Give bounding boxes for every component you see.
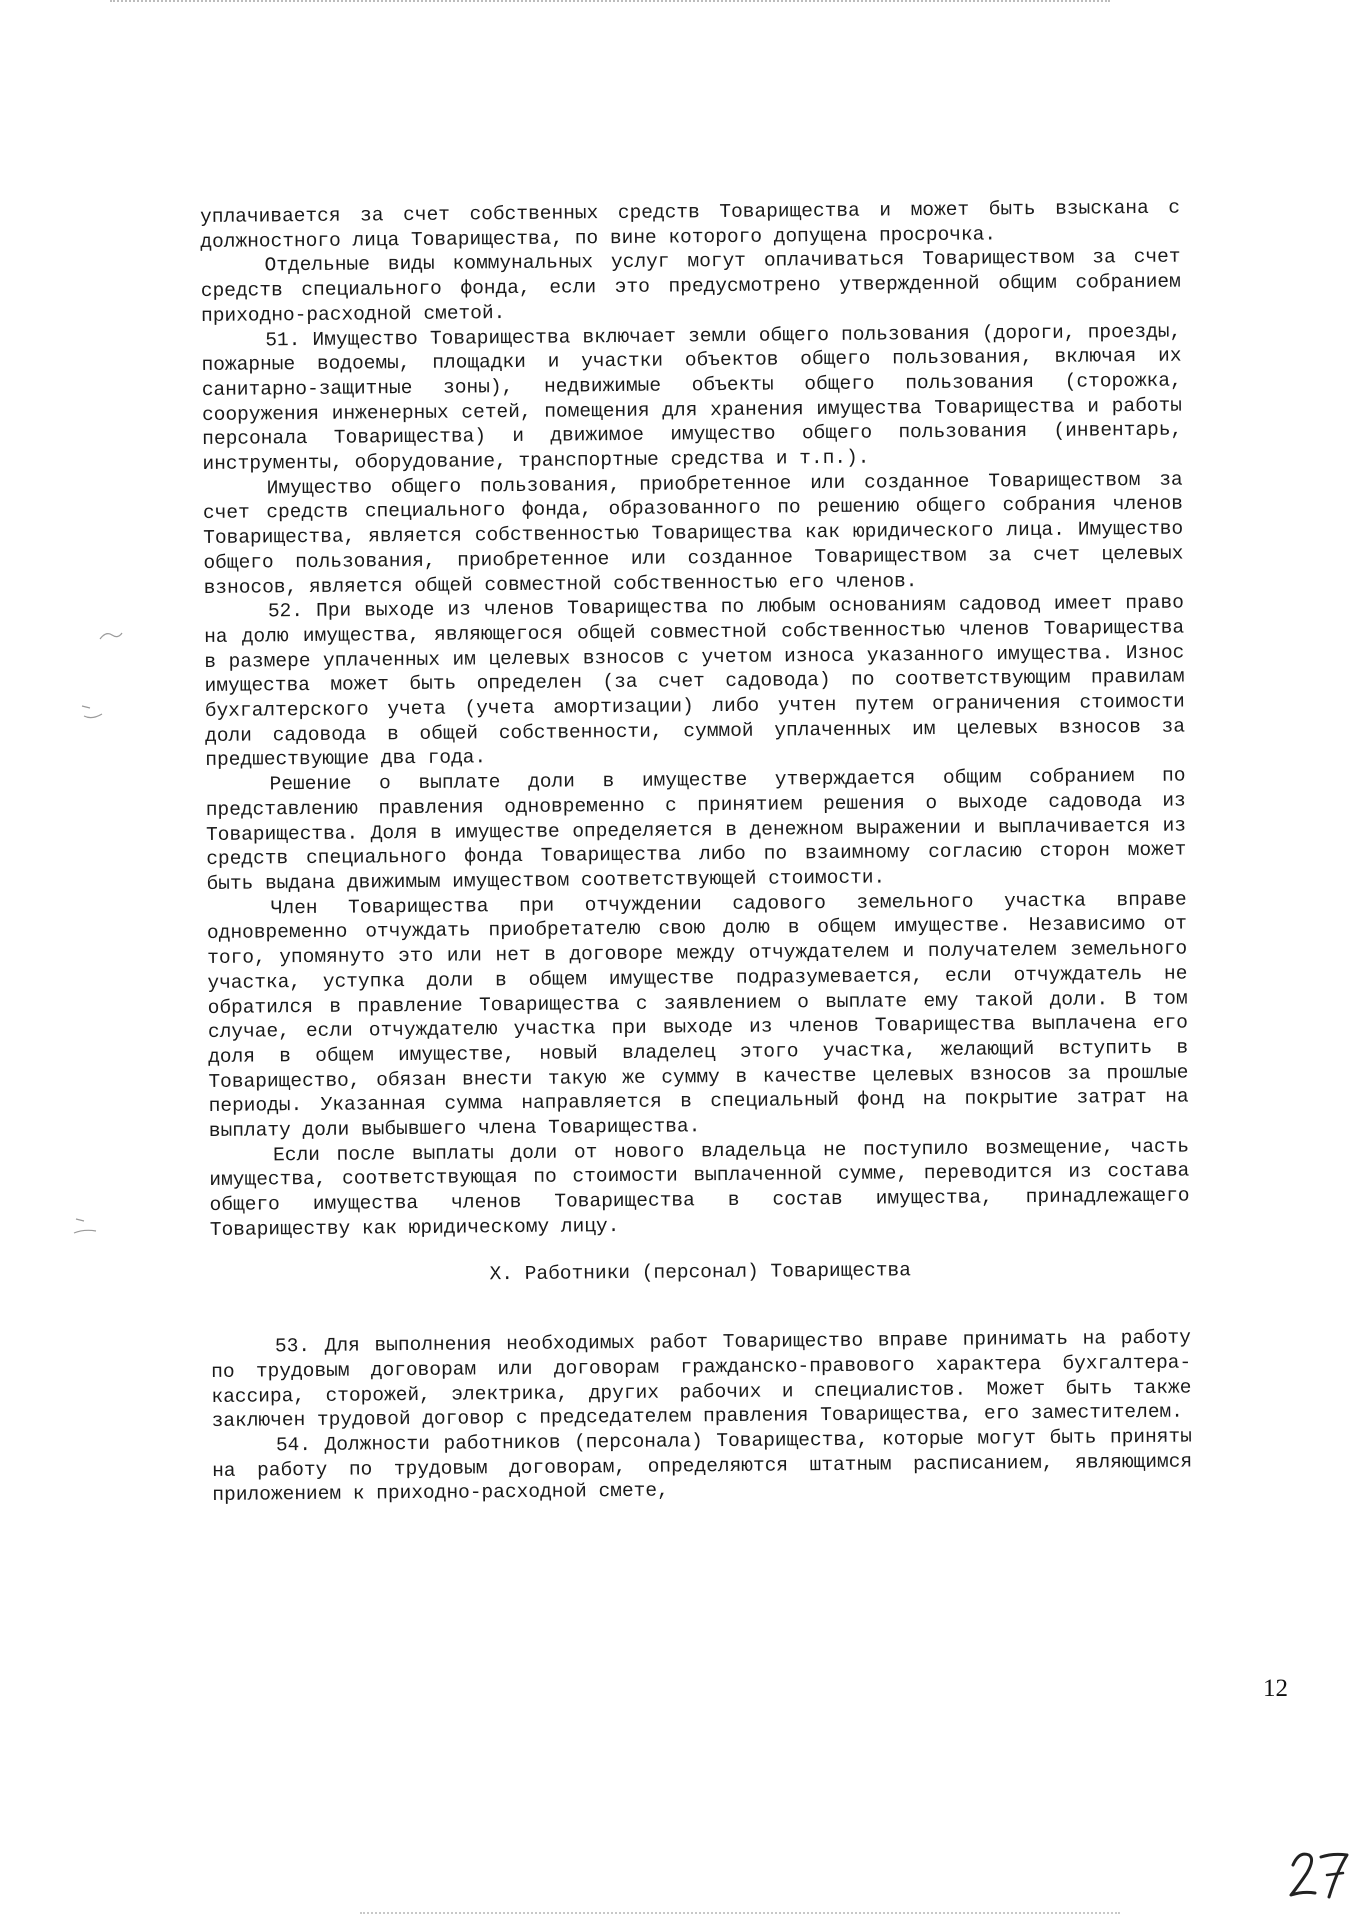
margin-mark: [78, 700, 108, 722]
scan-top-edge: [110, 0, 1110, 8]
paragraph: Отдельные виды коммунальных услуг могут оплачиваться Товариществом за счет средств специального фонда, если это предусмотрено утвержденной общим собранием приходно-расходной сметой.: [200, 245, 1181, 327]
paragraph: Член Товарищества при отчуждении садового земельного участка вправе одновременно отчуждать приобретателю свою долю в общем имуществе. Независимо от того, упомянуто это или нет в договоре между отчуждателем и получателем земельного участка, уступка доли в общем имуществе подразумевается, если отчуждатель не обратился в правление Товарищества с заявлением о выплате ему такой доли. В том случае, если отчуждателю участка при выходе из членов Товарищества выплачена его доля в общем имуществе, новый владелец этого участка, желающий вступить в Товарищество, обязан внести такую же сумму в качестве целевых взносов за прошлые периоды. Указанная сумма направляется в специальный фонд на покрытие затрат на выплату доли выбывшего члена Товарищества.: [206, 888, 1189, 1142]
paragraph-54: 54. Должности работников (персонала) Товарищества, которые могут быть приняты на работу по трудовым договорам, определяются штатным расписанием, являющимся приложением к приходно-расходной смете,: [212, 1425, 1193, 1507]
paragraph-53: 53. Для выполнения необходимых работ Товарищество вправе принимать на работу по трудовым договорам или договорам гражданско-правового характера бухгалтера-кассира, сторожей, электрика, других рабочих и специалистов. Может быть также заключен трудовой договор с председателем правления Товарищества, его заместителем.: [211, 1326, 1192, 1433]
document-body: [200, 196, 1192, 1509]
paragraph-51: 51. Имущество Товарищества включает земли общего пользования (дороги, проезды, пожарные водоемы, площадки и участки объектов общего пользования, включая их санитарно-защитные зоны), недвижимые объекты общего пользования (сторожка, сооружения инженерных сетей, помещения для хранения имущества Товарищества и работы персонала Товарищества) и движимое имущество общего пользования (инвентарь, инструменты, оборудование, транспортные средства и т.п.).: [201, 320, 1183, 476]
paragraph: Решение о выплате доли в имуществе утверждается общим собранием по представлению правления одновременно с принятием решения о выходе садовода из Товарищества. Доля в имуществе определяется в денежном выражении и выплачивается из средств специального фонда Товарищества либо по взаимному согласию сторон может быть выдана движимым имуществом соответствующей стоимости.: [205, 764, 1187, 895]
margin-mark: [70, 1215, 100, 1237]
margin-mark: [96, 625, 126, 647]
page-number: 12: [1263, 1675, 1288, 1702]
scan-bottom-edge: [360, 1908, 1120, 1914]
paragraph-52: 52. При выходе из членов Товарищества по любым основаниям садовод имеет право на долю имущества, являющегося общей совместной собственностью членов Товарищества в размере уплаченных им целевых взносов с учетом износа указанного имущества. Износ имущества может быть определен (за счет садовода) по соответствующим правилам бухгалтерского учета (учета амортизации) либо учтен путем ограничения стоимости доли садовода в общей собственности, суммой уплаченных им целевых взносов за предшествующие два года.: [204, 591, 1186, 772]
paragraph: Если после выплаты доли от нового владельца не поступило возмещение, часть имущества, соответствующая по стоимости выплаченной сумме, переводится из состава общего имущества членов Товарищества в состав имущества, принадлежащего Товариществу как юридическому лицу.: [209, 1135, 1190, 1241]
handwritten-sheet-number: [1285, 1843, 1355, 1903]
section-heading: X. Работники (персонал) Товарищества: [489, 1258, 911, 1285]
paragraph: Имущество общего пользования, приобретенное или созданное Товариществом за счет средств специального фонда, образованного по решению общего собрания членов Товарищества, является собственностью Товарищества как юридического лица. Имущество общего пользования, приобретенное или созданное Товариществом за счет целевых взносов, является общей совместной собственностью его членов.: [202, 468, 1184, 599]
paragraph-continuation: уплачивается за счет собственных средств Товарищества и может быть взыскана с должностного лица Товарищества, по вине которого допущена просрочка.: [200, 196, 1181, 253]
